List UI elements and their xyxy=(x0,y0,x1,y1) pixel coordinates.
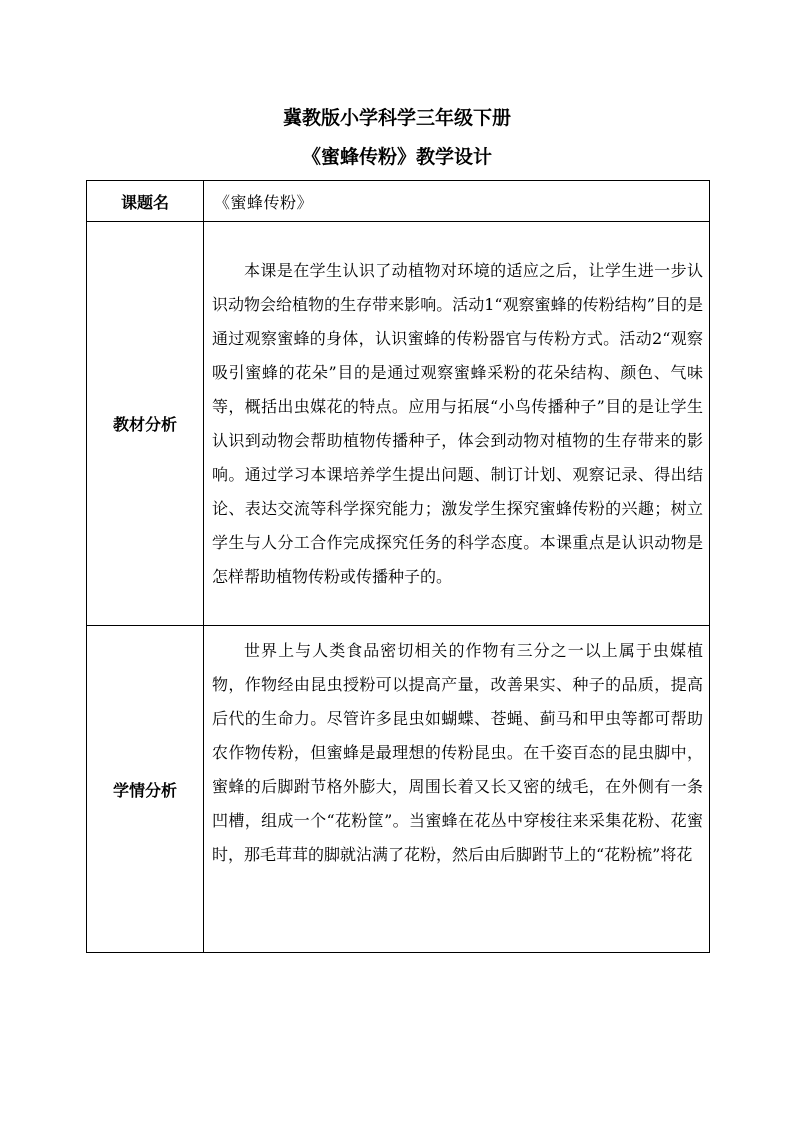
row-label-student-analysis: 学情分析 xyxy=(87,626,204,953)
row-content-topic: 《蜜蜂传粉》 xyxy=(204,181,710,222)
table-row-student-analysis xyxy=(87,626,710,953)
lesson-design-table xyxy=(86,180,710,953)
row-content-student-analysis: 世界上与人类食品密切相关的作物有三分之一以上属于虫媒植物，作物经由昆虫授粉可以提高产量，改善果实、种子的品质，提高后代的生命力。尽管许多昆虫如蝴蝶、苍蝇、蓟马和甲虫等都可帮助农作物传粉，但蜜蜂是最理想的传粉昆虫。在千姿百态的昆虫脚中，蜜蜂的后脚跗节格外膨大，周围长着又长又密的绒毛，在外侧有一条凹槽，组成一个“花粉筐”。当蜜蜂在花丛中穿梭往来采集花粉、花蜜时，那毛茸茸的脚就沾满了花粉，然后由后脚跗节上的“花粉梳”将花 xyxy=(204,626,710,953)
row-label-topic: 课题名 xyxy=(87,181,204,222)
document-subtitle: 《蜜蜂传粉》教学设计 xyxy=(301,146,492,168)
row-label-textbook-analysis: 教材分析 xyxy=(87,222,204,626)
table-row-textbook-analysis xyxy=(87,222,710,626)
row-content-textbook-analysis: 本课是在学生认识了动植物对环境的适应之后，让学生进一步认识动物会给植物的生存带来影响。活动1“观察蜜蜂的传粉结构”目的是通过观察蜜蜂的身体，认识蜜蜂的传粉器官与传粉方式。活动2“观察吸引蜜蜂的花朵”目的是通过观察蜜蜂采粉的花朵结构、颜色、气味等，概括出虫媒花的特点。应用与拓展“小鸟传播种子”目的是让学生认识到动物会帮助植物传播种子，体会到动物对植物的生存带来的影响。通过学习本课培养学生提出问题、制订计划、观察记录、得出结论、表达交流等科学探究能力；激发学生探究蜜蜂传粉的兴趣；树立学生与人分工合作完成探究任务的科学态度。本课重点是认识动物是怎样帮助植物传粉或传播种子的。 xyxy=(204,222,710,626)
table-row-topic xyxy=(87,181,710,222)
document-title: 冀教版小学科学三年级下册 xyxy=(282,107,511,129)
